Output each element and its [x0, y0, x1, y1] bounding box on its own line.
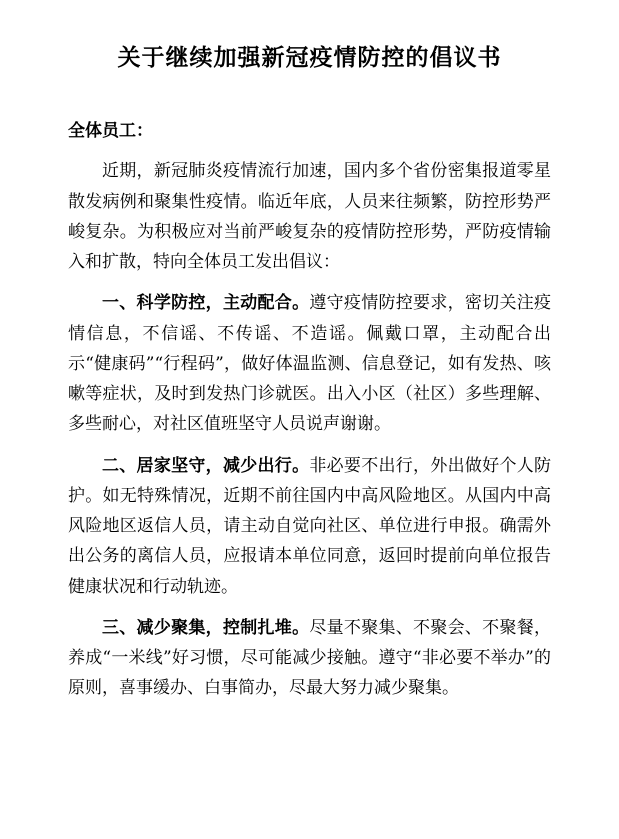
salutation: 全体员工： [68, 121, 153, 142]
paragraph-2-lead: 一、科学防控，主动配合。 [102, 293, 310, 314]
paragraph-4-text: 尽量不聚集、不聚会、不聚餐，养成“一米线”好习惯，尽可能减少接触。遵守“非必要不举办”的原则，喜事缓办、白事简办，尽最大努力减少聚集。 [68, 617, 552, 699]
paragraph-3-text: 非必要不出行，外出做好个人防护。如无特殊情况，近期不前往国内中高风险地区。从国内中高风险地区返信人员，请主动自觉向社区、单位进行申报。确需外出公务的离信人员，应报请本单位同意，返回时提前向单位报告健康状况和行动轨迹。 [68, 455, 552, 597]
paragraph-4 [68, 602, 551, 704]
paragraph-2 [68, 277, 551, 439]
paragraph-1 [68, 145, 551, 277]
paragraph-3-lead: 二、居家坚守，减少出行。 [102, 455, 310, 476]
page-title: 关于继续加强新冠疫情防控的倡议书 [117, 45, 502, 71]
paragraph-1-text: 近期，新冠肺炎疫情流行加速，国内多个省份密集报道零星散发病例和聚集性疫情。临近年底，人员来往频繁，防控形势严峻复杂。为积极应对当前严峻复杂的疫情防控形势，严防疫情输入和扩散，特向全体员工发出倡议： [68, 161, 551, 273]
paragraph-3 [68, 440, 551, 602]
paragraph-4-lead: 三、减少聚集，控制扎堆。 [102, 617, 310, 638]
paragraph-2-text: 遵守疫情防控要求，密切关注疫情信息，不信谣、不传谣、不造谣。佩戴口罩，主动配合出示“健康码”“行程码”，做好体温监测、信息登记，如有发热、咳嗽等症状，及时到发热门诊就医。出入小区（社区）多些理解、多些耐心，对社区值班坚守人员说声谢谢。 [68, 293, 552, 435]
